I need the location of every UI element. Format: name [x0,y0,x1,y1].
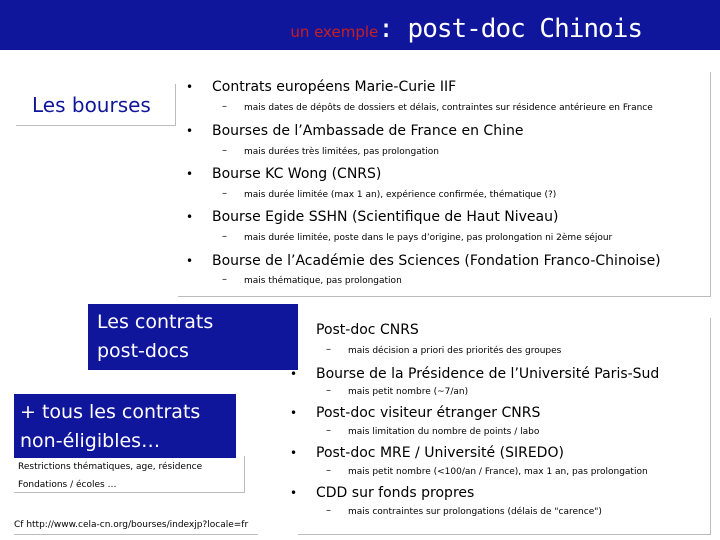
bullet: • [186,124,194,138]
dash: – [222,101,227,112]
dash: – [326,465,331,476]
bourse-note-1: mais dates de dépôts de dossiers et délais, contraintes sur résidence antérieure en France [244,103,653,113]
contrat-item-5: CDD sur fonds propres [316,485,475,501]
dash: – [222,145,227,156]
dash: – [222,274,227,285]
contrat-item-1: Post-doc CNRS [316,322,419,338]
bullet: • [186,210,194,224]
bullet: • [186,167,194,181]
tous-label [14,394,236,458]
dash: – [326,344,331,355]
contrat-item-3: Post-doc visiteur étranger CNRS [316,405,541,421]
restrictions-line: Restrictions thématiques, age, résidence [18,462,203,472]
contrat-note-3: mais limitation du nombre de points / labo [348,427,540,437]
contrat-item-2: Bourse de la Présidence de l’Université Paris-Sud [316,366,660,382]
tous-label-line1: + tous les contrats [20,401,201,423]
bourse-item-4: Bourse Egide SSHN (Scientifique de Haut Niveau) [212,209,559,225]
bullet: • [186,80,194,94]
contrat-note-2: mais petit nombre (~7/an) [348,387,469,397]
bourse-item-5: Bourse de l’Académie des Sciences (Fondation Franco-Chinoise) [212,253,661,269]
bullet: • [290,446,298,460]
bourse-item-1: Contrats européens Marie-Curie IIF [212,79,457,95]
bourse-note-5: mais thématique, pas prolongation [244,276,402,286]
reference-link[interactable]: Cf http://www.cela-cn.org/bourses/indexjp?locale=fr [14,520,249,530]
contrat-item-4: Post-doc MRE / Université (SIREDO) [316,445,564,461]
fondations-line: Fondations / écoles … [18,480,117,490]
slide-title [290,14,642,44]
dash: – [222,231,227,242]
dash: – [222,188,227,199]
bourses-label: Les bourses [16,84,176,126]
bourse-note-2: mais durées très limitées, pas prolongation [244,147,439,157]
bourse-item-2: Bourses de l’Ambassade de France en Chine [212,123,524,139]
bourse-item-3: Bourse KC Wong (CNRS) [212,166,382,182]
bourse-note-3: mais durée limitée (max 1 an), expérience confirmée, thématique (?) [244,190,557,200]
title-bar [0,0,720,50]
dash: – [326,425,331,436]
title-main: : post-doc Chinois [378,14,642,44]
contrat-note-5: mais contraintes sur prolongations (délais de "carence") [348,507,602,517]
tous-label-line2: non-éligibles… [20,430,161,452]
bullet: • [290,367,298,381]
contrat-note-1: mais décision a priori des priorités des groupes [348,346,562,356]
divider [14,534,258,535]
contrats-label-line1: Les contrats [97,311,214,333]
dash: – [326,505,331,516]
title-prefix: un exemple [290,23,379,41]
bullet: • [290,486,298,500]
bullet: • [186,254,194,268]
bourse-note-4: mais durée limitée, poste dans le pays d’origine, pas prolongation ni 2ème séjour [244,233,613,243]
contrats-label-line2: post-docs [97,340,189,362]
contrat-note-4: mais petit nombre (<100/an / France), max 1 an, pas prolongation [348,467,648,477]
dash: – [326,385,331,396]
bullet: • [290,406,298,420]
contrats-label [88,304,298,370]
